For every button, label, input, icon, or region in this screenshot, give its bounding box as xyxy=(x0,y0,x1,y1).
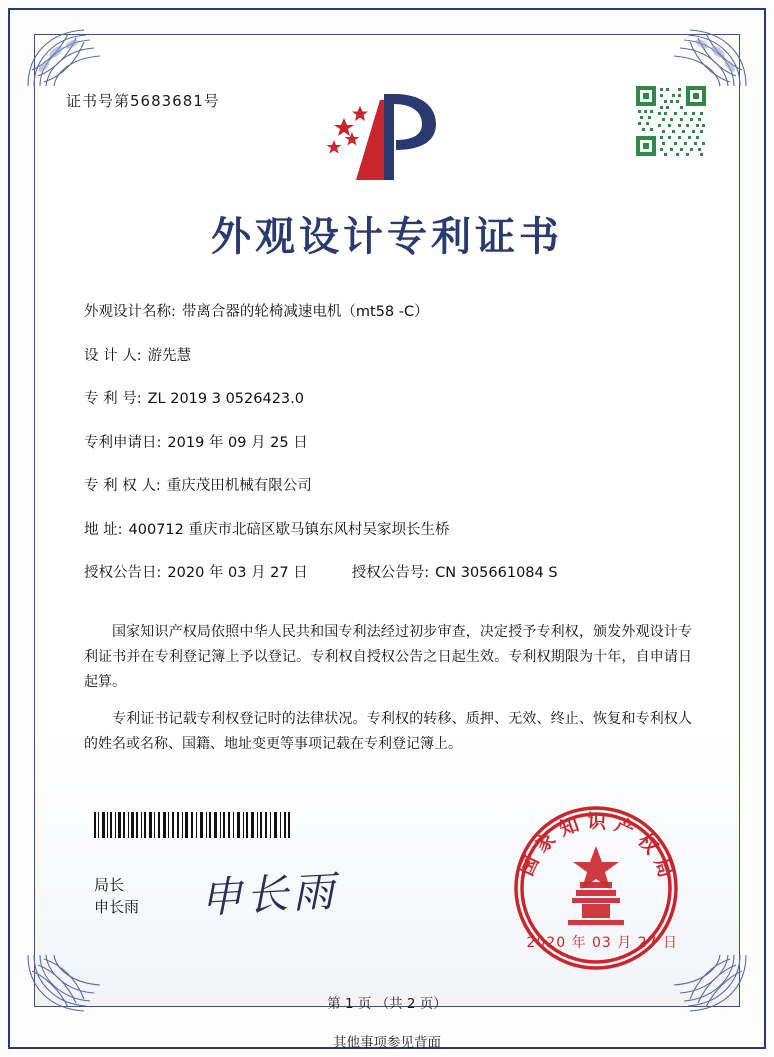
qr-code-icon xyxy=(634,84,708,158)
grant-number-value: CN 305661084 S xyxy=(435,565,558,581)
field-row-address xyxy=(84,518,694,539)
field-row-patent-number xyxy=(84,387,694,408)
footer-note: 其他事项参见背面 xyxy=(333,1035,441,1051)
field-value: 带离合器的轮椅减速电机（mt58 -C） xyxy=(181,304,429,320)
fields-block xyxy=(84,300,694,605)
field-label: 专利申请日: xyxy=(84,434,162,451)
grant-date-label: 授权公告日: xyxy=(84,565,162,581)
seal-date: 2020 年 03 月 27 日 xyxy=(526,935,678,951)
field-row-designer xyxy=(84,344,694,365)
page-number: 第 1 页 （共 2 页） xyxy=(327,996,447,1012)
field-row-design-name xyxy=(84,300,694,321)
field-value: 400712 重庆市北碚区歇马镇东风村吴家坝长生桥 xyxy=(128,521,450,538)
handwritten-signature: 申长雨 xyxy=(198,866,340,923)
legal-text-block xyxy=(84,620,692,769)
field-label: 专 利 权 人: xyxy=(84,478,161,494)
paragraph-2: 专利证书记载专利权登记时的法律状况。专利权的转移、质押、无效、终止、恢复和专利权人的姓名或名称、国籍、地址变更等事项记载在专利登记簿上。 xyxy=(84,711,692,752)
signature-block xyxy=(94,874,139,918)
certificate-number: 证书号第5683681号 xyxy=(66,92,220,110)
grant-number-label: 授权公告号: xyxy=(351,565,430,581)
field-label: 专 利 号: xyxy=(84,391,142,407)
field-row-application-date xyxy=(84,431,694,452)
field-row-patentee xyxy=(84,474,694,495)
field-value: 重庆茂田机械有限公司 xyxy=(166,478,312,494)
paragraph-1: 国家知识产权局依照中华人民共和国专利法经过初步审查，决定授予专利权，颁发外观设计专利证书并在专利登记簿上予以登记。专利权自授权公告之日起生效。专利权期限为十年，自申请日起算。 xyxy=(84,624,692,690)
director-name-label: 申长雨 xyxy=(94,898,140,916)
field-label: 设 计 人: xyxy=(84,347,142,364)
seal-top-text: 国家知识产权局 xyxy=(515,810,679,887)
cnipa-logo-icon xyxy=(322,84,452,192)
field-value: 2019 年 09 月 25 日 xyxy=(167,434,308,451)
field-label: 地 址: xyxy=(84,521,123,538)
page-title: 外观设计专利证书 xyxy=(211,214,563,260)
field-row-grant xyxy=(84,561,694,582)
grant-date-value: 2020 年 03 月 27 日 xyxy=(167,565,308,581)
barcode xyxy=(94,812,290,838)
field-label: 外观设计名称: xyxy=(84,304,176,320)
director-role-label: 局长 xyxy=(94,876,125,894)
field-value: ZL 2019 3 0526423.0 xyxy=(147,391,304,407)
field-value: 游先慧 xyxy=(147,347,192,364)
